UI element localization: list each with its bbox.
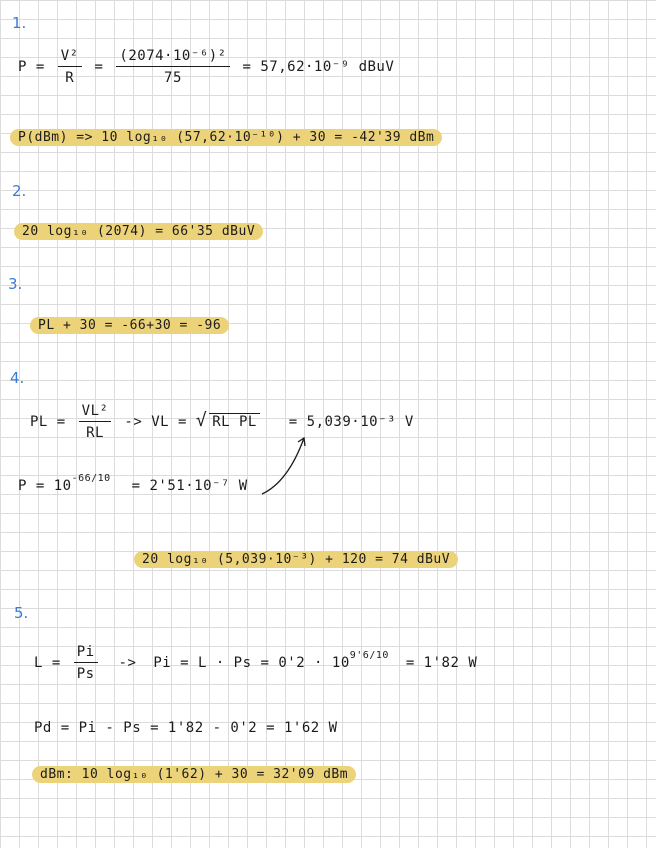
formula-pd-line: Pd = Pi - Ps = 1'82 - 0'2 = 1'62 W: [34, 720, 338, 736]
fraction-vl2-over-rl: [79, 403, 112, 441]
fraction-denominator: RL: [86, 425, 104, 441]
highlight-answer-4: 20 log₁₀ (5,039·10⁻³) + 120 = 74 dBuV: [134, 551, 458, 568]
highlight-answer-1: P(dBm) => 10 log₁₀ (57,62·10⁻¹⁰) + 30 = -42'39 dBm: [10, 129, 442, 146]
formula-power-exp-line: [18, 473, 248, 494]
fraction-numerator: Pi: [74, 644, 98, 663]
curved-arrow-icon: [258, 432, 318, 502]
formula-loss-line: [34, 644, 477, 682]
section-number-5: 5.: [14, 604, 29, 622]
square-root-icon: √: [195, 410, 208, 431]
fraction-v2-over-r: [58, 48, 82, 86]
sqrt-content: RL PL: [209, 413, 260, 430]
fraction-numerator: VL²: [79, 403, 112, 422]
formula-power-line: [18, 48, 394, 86]
fraction-numerator: V²: [58, 48, 82, 67]
formula-load-power-line: [30, 403, 414, 441]
highlight-answer-5: dBm: 10 log₁₀ (1'62) + 30 = 32'09 dBm: [32, 766, 356, 783]
pi-exponent: 9'6/10: [349, 650, 389, 661]
highlight-answer-2: 20 log₁₀ (2074) = 66'35 dBuV: [14, 223, 263, 240]
implies-arrow: ->: [118, 655, 137, 671]
pi-expression: Pi = L · Ps = 0'2 · 10: [153, 655, 350, 671]
section-number-4: 4.: [10, 369, 25, 387]
section-number-3: 3.: [8, 275, 23, 293]
p-exponent: -66/10: [71, 473, 111, 484]
vl-result: = 5,039·10⁻³ V: [288, 414, 414, 430]
fraction-substitution: [116, 48, 229, 86]
fraction-pi-over-ps: [74, 644, 98, 682]
load-power-lhs: PL =: [30, 414, 66, 430]
power-lhs: P =: [18, 59, 45, 75]
power-result: = 57,62·10⁻⁹ dBuV: [242, 59, 395, 75]
equals-sign: =: [94, 59, 104, 75]
pi-result: = 1'82 W: [405, 655, 478, 671]
fraction-denominator: 75: [164, 70, 182, 86]
implies-arrow: ->: [124, 414, 143, 430]
highlight-answer-3: PL + 30 = -66+30 = -96: [30, 317, 229, 334]
section-number-1: 1.: [12, 14, 27, 32]
p-lhs: P = 10: [18, 478, 72, 494]
fraction-numerator: (2074·10⁻⁶)²: [116, 48, 229, 67]
p-result: = 2'51·10⁻⁷ W: [131, 478, 248, 494]
fraction-denominator: Ps: [76, 666, 95, 682]
section-number-2: 2.: [12, 182, 27, 200]
vl-lhs: VL =: [151, 414, 187, 430]
fraction-denominator: R: [65, 70, 75, 86]
loss-lhs: L =: [34, 655, 61, 671]
